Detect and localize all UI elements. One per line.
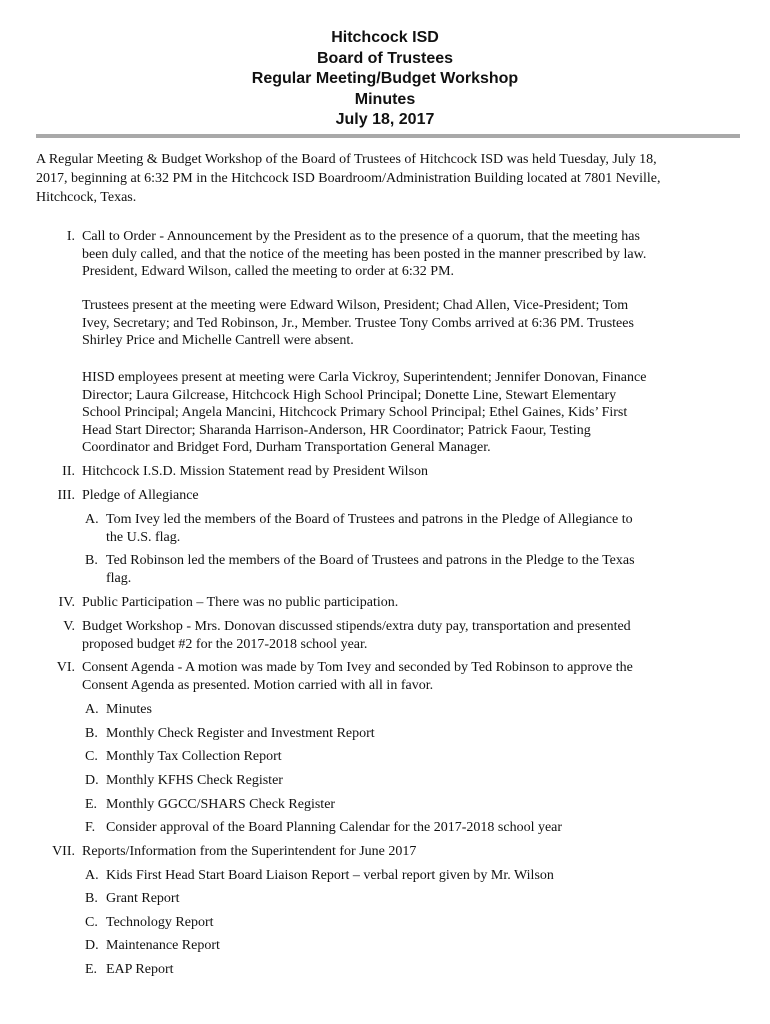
item-line: Consent Agenda - A motion was made by Tom Ivey and seconded by Ted Robinson to approve the — [82, 660, 633, 675]
paragraph-line: Director; Laura Gilcrease, Hitchcock High School Principal; Donette Line, Stewart Elementary — [82, 387, 617, 403]
item-line: President, Edward Wilson, called the meeting to order at 6:32 PM. — [82, 264, 455, 279]
item-number: VI. — [56, 660, 75, 675]
paragraph-line: Coordinator and Bridget Ford, Durham Transportation General Manager. — [82, 440, 491, 455]
sub-item-text: Kids First Head Start Board Liaison Report – verbal report given by Mr. Wilson — [106, 868, 554, 883]
sub-item-text: Monthly GGCC/SHARS Check Register — [106, 797, 336, 812]
sub-item-line: flag. — [106, 570, 132, 586]
sub-item-letter: D. — [85, 773, 99, 788]
intro-line: 2017, beginning at 6:32 PM in the Hitchcock ISD Boardroom/Administration Building located at 7801 Neville, — [36, 171, 661, 186]
paragraph-line: School Principal; Angela Mancini, Hitchcock Primary School Principal; Ethel Gaines, Kids’ First — [82, 405, 628, 420]
item-line: Pledge of Allegiance — [82, 488, 199, 503]
employees-present-paragraph — [82, 369, 742, 457]
item-text — [82, 228, 742, 281]
item-line: Consent Agenda as presented. Motion carried with all in favor. — [82, 677, 434, 693]
header-divider — [36, 134, 740, 138]
sub-item-text: Grant Report — [106, 891, 180, 906]
paragraph-line: Shirley Price and Michelle Cantrell were absent. — [82, 333, 354, 348]
sub-item-letter: C. — [85, 915, 98, 930]
sub-item-text: Monthly KFHS Check Register — [106, 773, 283, 788]
paragraph-line: Ivey, Secretary; and Ted Robinson, Jr., Member. Trustee Tony Combs arrived at 6:36 PM. Trustees — [82, 315, 634, 331]
intro-line: Hitchcock, Texas. — [36, 190, 137, 205]
sub-item-letter: C. — [85, 749, 98, 764]
item-text — [82, 463, 742, 481]
item-line: Budget Workshop - Mrs. Donovan discussed stipends/extra duty pay, transportation and presented — [82, 619, 631, 634]
item-number: II. — [62, 464, 75, 479]
paragraph-line: HISD employees present at meeting were Carla Vickroy, Superintendent; Jennifer Donovan, Finance — [82, 370, 647, 385]
item-line: proposed budget #2 for the 2017-2018 school year. — [82, 636, 368, 652]
item-number: IV. — [58, 595, 75, 610]
title-meeting-type: Regular Meeting/Budget Workshop — [251, 70, 519, 87]
sub-item-text: Minutes — [106, 702, 152, 717]
title-board: Board of Trustees — [316, 49, 454, 67]
item-line: Call to Order - Announcement by the President as to the presence of a quorum, that the meeting has — [82, 229, 640, 244]
sub-item-letter: F. — [85, 820, 96, 835]
title-minutes: Minutes — [354, 90, 416, 108]
item-text — [82, 618, 742, 653]
paragraph-line: Head Start Director; Sharanda Harrison-Anderson, HR Coordinator; Patrick Faour, Testing — [82, 422, 591, 438]
item-text — [82, 843, 742, 861]
item-line: Hitchcock I.S.D. Mission Statement read by President Wilson — [82, 464, 429, 479]
sub-item-letter: E. — [85, 797, 98, 812]
item-text — [82, 659, 742, 694]
item-number: VII. — [52, 844, 75, 859]
paragraph-line: Trustees present at the meeting were Edward Wilson, President; Chad Allen, Vice-President; Tom — [82, 298, 629, 313]
title-district: Hitchcock ISD — [331, 29, 439, 46]
intro-paragraph — [36, 150, 740, 207]
sub-item-text: Monthly Tax Collection Report — [106, 749, 282, 764]
intro-line: A Regular Meeting & Budget Workshop of the Board of Trustees of Hitchcock ISD was held Tuesday, July 18, — [36, 152, 657, 167]
sub-item-line: Tom Ivey led the members of the Board of Trustees and patrons in the Pledge of Allegiance to — [106, 512, 633, 527]
sub-item-text: Monthly Check Register and Investment Report — [106, 726, 375, 741]
sub-item-letter: B. — [85, 553, 98, 568]
sub-item-letter: B. — [85, 891, 98, 906]
item-number: III. — [57, 488, 75, 503]
item-number: I. — [66, 229, 75, 244]
title-date: July 18, 2017 — [335, 111, 435, 128]
item-line: been duly called, and that the notice of the meeting has been posted in the manner prescribed by law. — [82, 246, 647, 262]
sub-item-text — [106, 511, 746, 546]
item-number: V. — [63, 619, 75, 634]
item-line: Reports/Information from the Superintendent for June 2017 — [82, 844, 417, 859]
item-text — [82, 487, 742, 505]
document-title — [0, 28, 770, 131]
sub-item-letter: A. — [85, 702, 99, 717]
sub-item-text: Technology Report — [106, 915, 214, 930]
item-line: Public Participation – There was no public participation. — [82, 595, 399, 610]
trustees-present-paragraph — [82, 297, 742, 350]
sub-item-text — [106, 552, 746, 587]
sub-item-text: Maintenance Report — [106, 938, 220, 953]
sub-item-letter: B. — [85, 726, 98, 741]
sub-item-text: EAP Report — [106, 962, 174, 977]
item-text — [82, 594, 742, 612]
sub-item-letter: A. — [85, 868, 99, 883]
sub-item-letter: A. — [85, 512, 99, 527]
sub-item-line: Ted Robinson led the members of the Board of Trustees and patrons in the Pledge to the Texas — [106, 553, 635, 568]
sub-item-line: the U.S. flag. — [106, 529, 181, 545]
sub-item-text: Consider approval of the Board Planning Calendar for the 2017-2018 school year — [106, 820, 563, 835]
sub-item-letter: E. — [85, 962, 98, 977]
sub-item-letter: D. — [85, 938, 99, 953]
